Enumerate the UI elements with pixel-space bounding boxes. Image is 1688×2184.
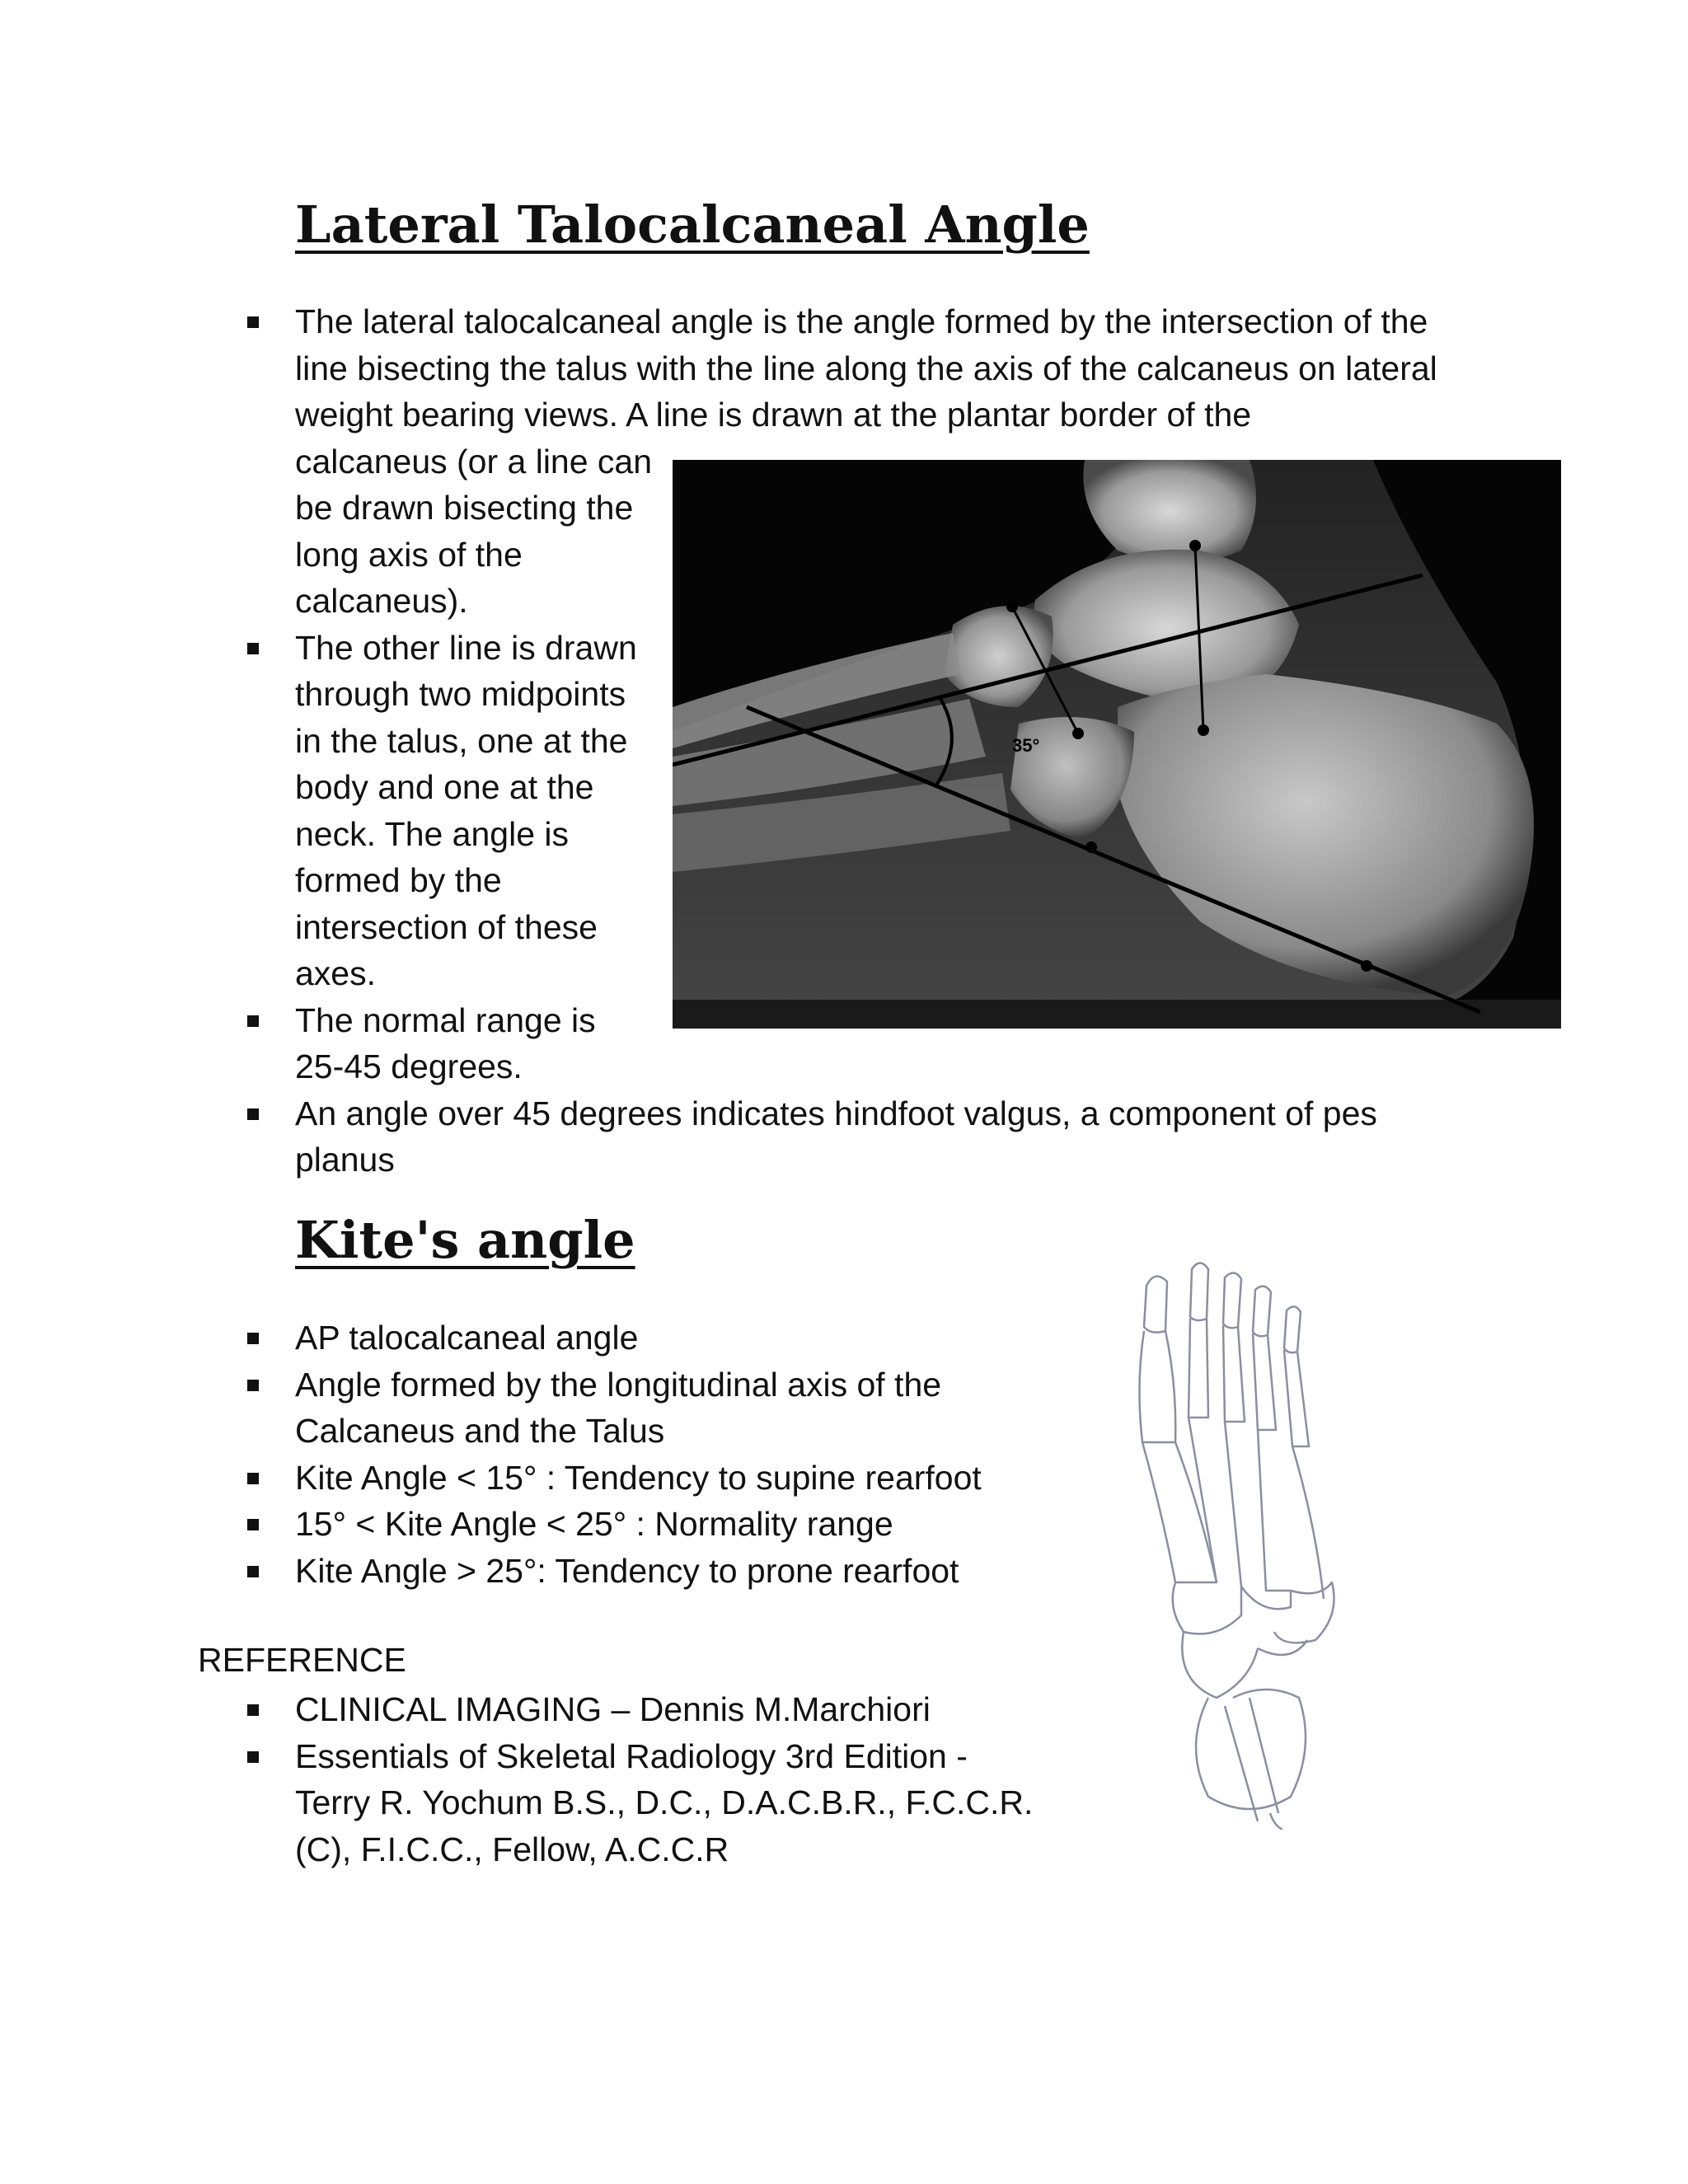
square-bullet-icon (247, 1566, 259, 1577)
ap-foot-sketch-image (1085, 1253, 1497, 1830)
square-bullet-icon (247, 1108, 259, 1120)
lateral-foot-xray-image (673, 460, 1561, 1029)
list-item: The other line is drawn through two midpoints in the talus, one at the body and one at the neck. The angle is formed by the intersection of these axes. (295, 625, 649, 997)
square-bullet-icon (247, 1751, 259, 1763)
square-bullet-icon (247, 316, 259, 328)
reference-heading: REFERENCE (198, 1641, 406, 1679)
kites-angle-bullet-list (295, 1315, 1119, 1594)
list-item: CLINICAL IMAGING – Dennis M.Marchiori (295, 1686, 1053, 1733)
square-bullet-icon (247, 1519, 259, 1530)
square-bullet-icon (247, 1473, 259, 1484)
list-item: Kite Angle > 25°: Tendency to prone rearfoot (295, 1548, 1119, 1595)
list-item: The lateral talocalcaneal angle is the angle formed by the intersection of the line bisecting the talus with the line along the axis of the calcaneus on lateral weight bearing views. A line is drawn at the plantar border of the calcaneus (or a line can be drawn bisecting the long axis of the calcaneus). (295, 298, 1449, 625)
section-title-kites-angle: Kite's angle (295, 1210, 635, 1270)
list-item: An angle over 45 degrees indicates hindfoot valgus, a component of pes planus (295, 1090, 1449, 1183)
list-item: AP talocalcaneal angle (295, 1315, 1119, 1361)
reference-list (295, 1686, 1053, 1872)
list-item: 15° < Kite Angle < 25° : Normality range (295, 1501, 1119, 1548)
square-bullet-icon (247, 643, 259, 654)
list-item: Essentials of Skeletal Radiology 3rd Edition - Terry R. Yochum B.S., D.C., D.A.C.B.R., F.C.C.R. (C), F.I.C.C., Fellow, A.C.C.R (295, 1733, 1053, 1873)
square-bullet-icon (247, 1333, 259, 1344)
square-bullet-icon (247, 1015, 259, 1027)
list-item: The normal range is 25-45 degrees. (295, 997, 649, 1090)
list-item: Angle formed by the longitudinal axis of the Calcaneus and the Talus (295, 1361, 1119, 1455)
section-title-lateral-talocalcaneal: Lateral Talocalcaneal Angle (295, 194, 1090, 255)
angle-label: 35° (1012, 735, 1040, 756)
list-item: Kite Angle < 15° : Tendency to supine rearfoot (295, 1455, 1119, 1502)
square-bullet-icon (247, 1380, 259, 1391)
square-bullet-icon (247, 1704, 259, 1716)
